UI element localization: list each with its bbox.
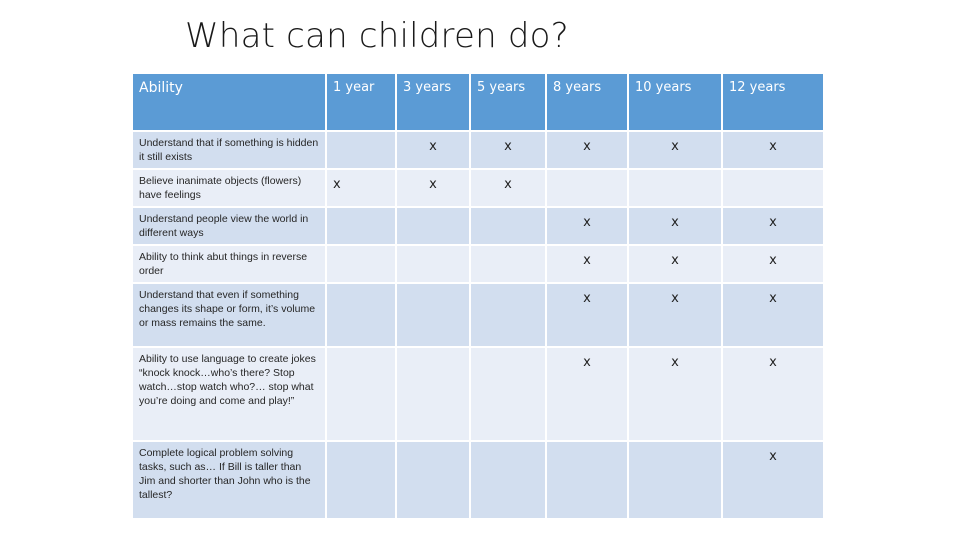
- mark-cell: x: [628, 347, 722, 441]
- mark-cell: x: [722, 347, 824, 441]
- mark-cell: x: [628, 207, 722, 245]
- mark-cell: [326, 347, 396, 441]
- table-row: [132, 283, 824, 347]
- ability-label: Ability to use language to create jokes “knock knock…who’s there? Stop watch…stop watch who?… stop what you’re doing and come and play!”: [132, 347, 326, 441]
- mark-cell: x: [546, 245, 628, 283]
- ability-table: [131, 72, 825, 520]
- mark-cell: [396, 441, 470, 519]
- mark-cell: x: [546, 131, 628, 169]
- mark-cell: [326, 441, 396, 519]
- table-row: [132, 441, 824, 519]
- mark-cell: x: [546, 207, 628, 245]
- mark-cell: [326, 245, 396, 283]
- mark-cell: [470, 283, 546, 347]
- mark-cell: [470, 245, 546, 283]
- mark-cell: [326, 131, 396, 169]
- mark-cell: [470, 347, 546, 441]
- header-5-years: 5 years: [470, 73, 546, 131]
- table-row: [132, 347, 824, 441]
- mark-cell: [396, 245, 470, 283]
- header-3-years: 3 years: [396, 73, 470, 131]
- mark-cell: x: [722, 207, 824, 245]
- mark-cell: [396, 283, 470, 347]
- header-row: [132, 73, 824, 131]
- mark-cell: [396, 347, 470, 441]
- mark-cell: x: [396, 169, 470, 207]
- mark-cell: x: [396, 131, 470, 169]
- mark-cell: x: [546, 347, 628, 441]
- mark-cell: x: [628, 245, 722, 283]
- mark-cell: x: [546, 283, 628, 347]
- mark-cell: [628, 441, 722, 519]
- mark-cell: [546, 441, 628, 519]
- table-row: [132, 207, 824, 245]
- table-row: [132, 169, 824, 207]
- header-1-year: 1 year: [326, 73, 396, 131]
- mark-cell: [546, 169, 628, 207]
- mark-cell: [470, 441, 546, 519]
- mark-cell: [628, 169, 722, 207]
- mark-cell: x: [628, 131, 722, 169]
- table-row: [132, 245, 824, 283]
- slide-title: What can children do?: [185, 16, 569, 56]
- mark-cell: x: [470, 131, 546, 169]
- mark-cell: x: [628, 283, 722, 347]
- mark-cell: [396, 207, 470, 245]
- header-8-years: 8 years: [546, 73, 628, 131]
- mark-cell: x: [326, 169, 396, 207]
- ability-label: Understand that if something is hidden it still exists: [132, 131, 326, 169]
- ability-label: Complete logical problem solving tasks, such as… If Bill is taller than Jim and shorter than John who is the tallest?: [132, 441, 326, 519]
- mark-cell: [326, 207, 396, 245]
- mark-cell: x: [722, 131, 824, 169]
- mark-cell: [326, 283, 396, 347]
- mark-cell: x: [722, 283, 824, 347]
- mark-cell: [722, 169, 824, 207]
- ability-label: Believe inanimate objects (flowers) have feelings: [132, 169, 326, 207]
- header-12-years: 12 years: [722, 73, 824, 131]
- table-row: [132, 131, 824, 169]
- mark-cell: x: [722, 441, 824, 519]
- ability-label: Understand that even if something changes its shape or form, it’s volume or mass remains the same.: [132, 283, 326, 347]
- mark-cell: x: [470, 169, 546, 207]
- ability-label: Understand people view the world in different ways: [132, 207, 326, 245]
- header-10-years: 10 years: [628, 73, 722, 131]
- mark-cell: x: [722, 245, 824, 283]
- ability-label: Ability to think abut things in reverse order: [132, 245, 326, 283]
- mark-cell: [470, 207, 546, 245]
- header-ability: Ability: [132, 73, 326, 131]
